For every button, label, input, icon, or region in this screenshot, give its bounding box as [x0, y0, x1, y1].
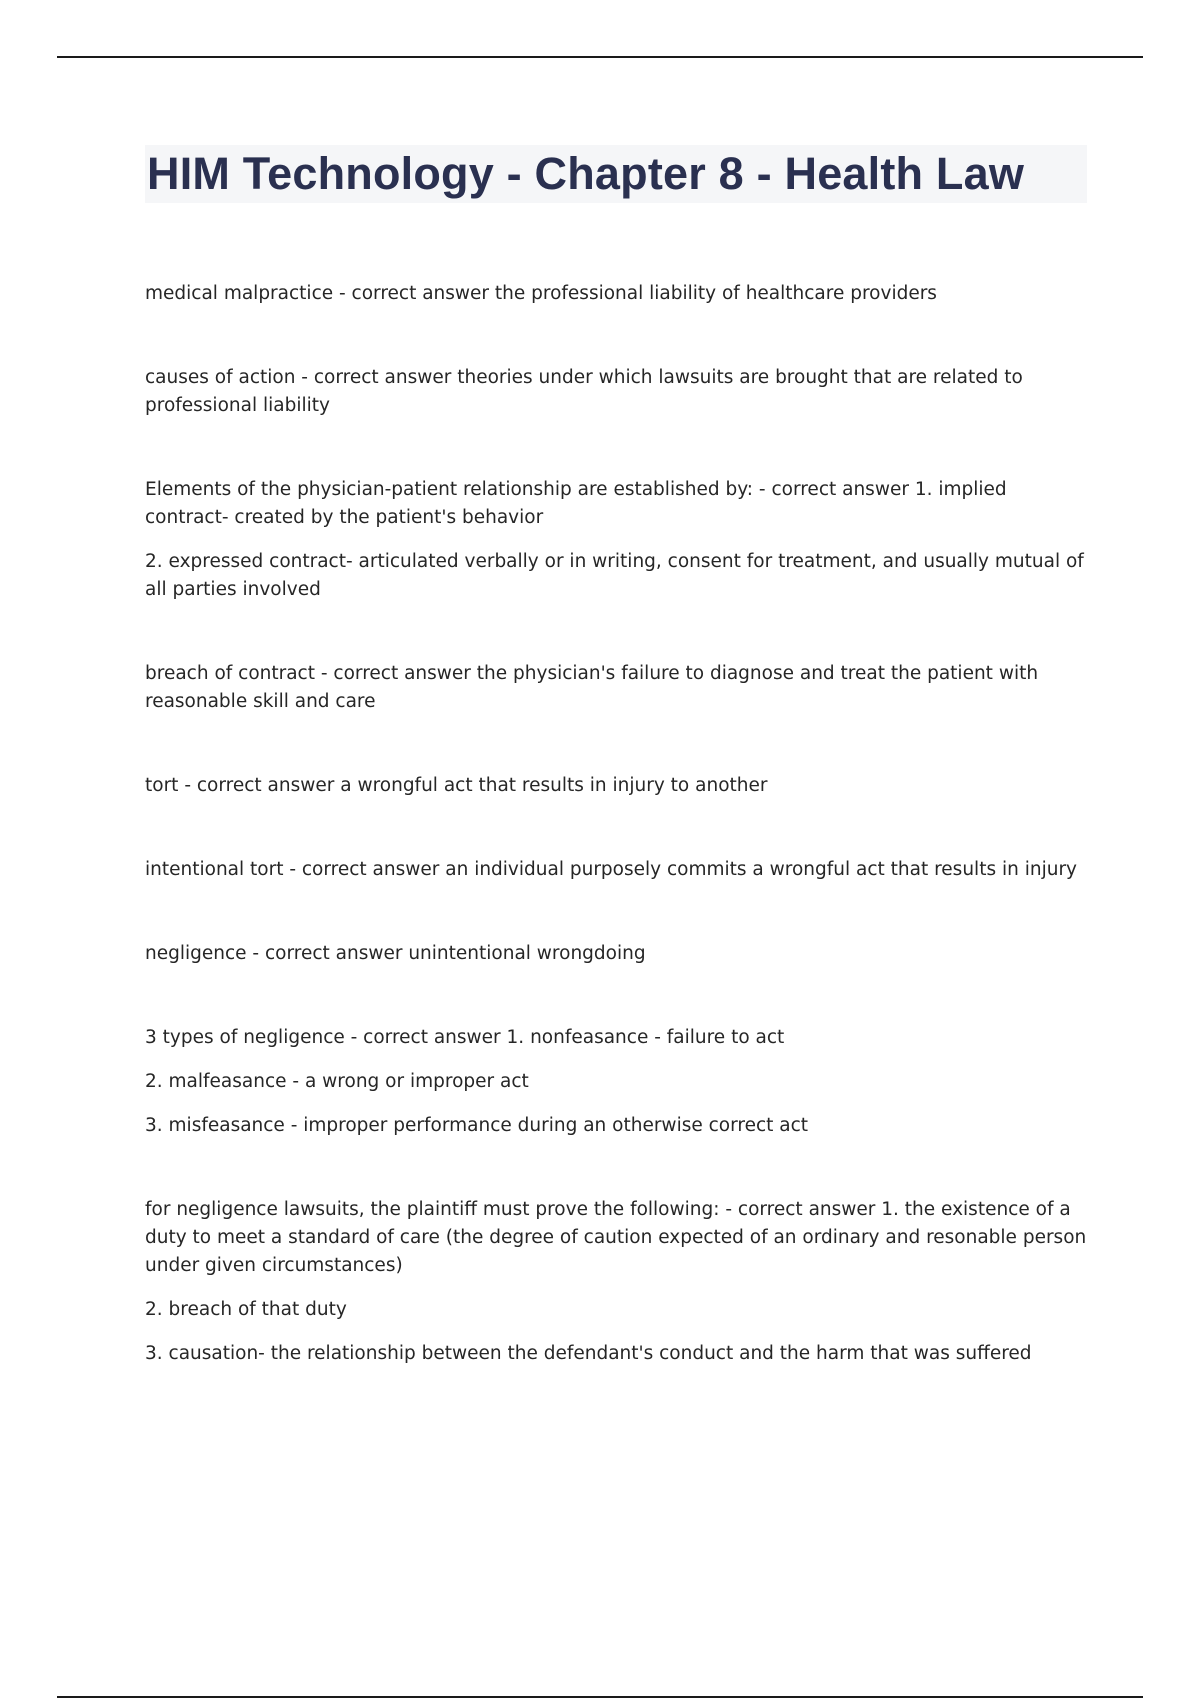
entry-paragraph: for negligence lawsuits, the plaintiff must prove the following: - correct answer 1. the existence of a duty to meet a standard of care (the degree of caution expected of an ordinary and resonable person under given circumstances) [145, 1199, 1087, 1276]
flashcard-list [145, 280, 1090, 1368]
entry-paragraph: breach of contract - correct answer the physician's failure to diagnose and treat the patient with reasonable skill and care [145, 663, 1039, 712]
page-title: HIM Technology - Chapter 8 - Health Law [147, 148, 1025, 199]
bottom-rule [57, 1696, 1143, 1698]
entry-paragraph: 3 types of negligence - correct answer 1. nonfeasance - failure to act [145, 1027, 785, 1048]
entry-paragraph: 3. causation- the relationship between the defendant's conduct and the harm that was suffered [145, 1343, 1032, 1364]
flashcard-entry [145, 660, 1090, 716]
flashcard-entry [145, 280, 1090, 308]
entry-paragraph: intentional tort - correct answer an individual purposely commits a wrongful act that results in injury [145, 859, 1077, 880]
top-rule [57, 56, 1143, 58]
entry-paragraph: 2. breach of that duty [145, 1299, 347, 1320]
entry-paragraph: 3. misfeasance - improper performance during an otherwise correct act [145, 1115, 809, 1136]
entry-paragraph: Elements of the physician-patient relationship are established by: - correct answer 1. implied contract- created by the patient's behavior [145, 479, 1007, 528]
flashcard-entry [145, 940, 1090, 968]
flashcard-entry [145, 1024, 1090, 1140]
flashcard-entry [145, 476, 1090, 604]
title-banner [145, 145, 1087, 203]
flashcard-entry [145, 856, 1090, 884]
flashcard-entry [145, 772, 1090, 800]
entry-paragraph: medical malpractice - correct answer the professional liability of healthcare providers [145, 283, 937, 304]
flashcard-entry [145, 364, 1090, 420]
entry-paragraph: causes of action - correct answer theories under which lawsuits are brought that are related to professional liability [145, 367, 1023, 416]
flashcard-entry [145, 1196, 1090, 1368]
entry-paragraph: negligence - correct answer unintentional wrongdoing [145, 943, 646, 964]
entry-paragraph: 2. malfeasance - a wrong or improper act [145, 1071, 529, 1092]
entry-paragraph: 2. expressed contract- articulated verbally or in writing, consent for treatment, and usually mutual of all parties involved [145, 551, 1084, 600]
entry-paragraph: tort - correct answer a wrongful act that results in injury to another [145, 775, 768, 796]
